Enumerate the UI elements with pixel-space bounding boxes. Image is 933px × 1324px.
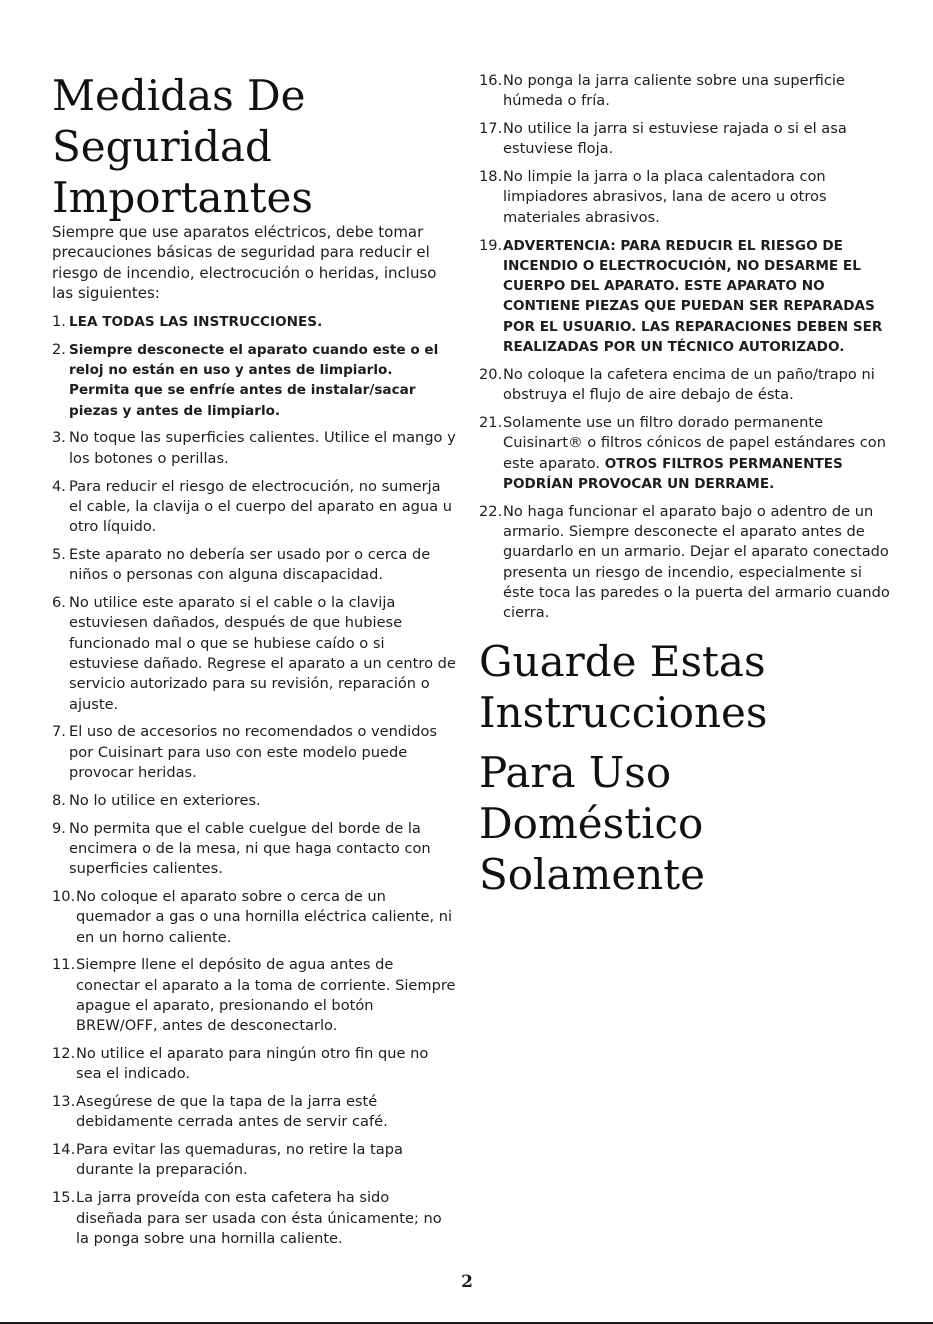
item-number: 4. [52, 477, 66, 495]
item-plain-text: No utilice la jarra si estuviese rajada o si el asa estuviese floja. [503, 120, 847, 158]
item-text [479, 365, 891, 406]
save-heading-line-2: Instrucciones [479, 688, 768, 737]
list-item [52, 955, 457, 1036]
item-plain-text: No lo utilice en exteriores. [69, 791, 261, 809]
household-heading-line-2: Doméstico [479, 799, 704, 848]
item-number: 20. [479, 365, 503, 383]
list-item [52, 1140, 457, 1181]
item-number: 6. [52, 594, 66, 612]
household-heading-line-1: Para Uso [479, 748, 672, 797]
list-item [52, 722, 457, 783]
item-plain-text: La jarra proveída con esta cafetera ha sido diseñada para ser usada con ésta únicamente; no la ponga sobre una hornilla caliente. [76, 1189, 442, 1247]
intro-paragraph: Siempre que use aparatos eléctricos, debe tomar precauciones básicas de seguridad para reducir el riesgo de incendio, electrocución o heridas, incluso las siguientes: [52, 223, 437, 302]
title-line-1: Medidas De [52, 71, 306, 120]
list-item [479, 502, 891, 624]
item-text [52, 1140, 457, 1181]
item-number: 22. [479, 502, 503, 520]
item-text [479, 413, 891, 494]
item-number: 19. [479, 236, 503, 254]
item-number: 17. [479, 120, 503, 138]
list-item [52, 887, 457, 948]
item-plain-text: No permita que el cable cuelgue del borde de la encimera o de la mesa, ni que haga contacto con superficies calientes. [69, 819, 431, 878]
list-item [52, 1188, 457, 1249]
item-plain-text: Siempre llene el depósito de agua antes de conectar el aparato a la toma de corriente. Siempre apague el aparato, presionando el botón BREW/OFF, antes de desconectarlo. [76, 956, 456, 1035]
item-plain-text: Solamente use un filtro dorado permanente Cuisinart® o filtros cónicos de papel estándares con este aparato. [503, 413, 886, 472]
item-plain-text: Este aparato no debería ser usado por o cerca de niños o personas con alguna discapacidad. [69, 545, 431, 584]
title-line-2: Seguridad [52, 122, 272, 171]
item-plain-text: No limpie la jarra o la placa calentadora con limpiadores abrasivos, lana de acero u otros materiales abrasivos. [503, 168, 827, 226]
item-text [479, 502, 891, 624]
list-item [52, 819, 457, 880]
item-number: 18. [479, 168, 503, 186]
item-text [52, 1092, 457, 1133]
list-item [52, 791, 457, 811]
item-plain-text: No coloque la cafetera encima de un paño/trapo ni obstruya el flujo de aire debajo de ésta. [503, 365, 875, 404]
item-text [479, 71, 891, 112]
item-text [52, 477, 457, 538]
item-number: 14. [52, 1141, 76, 1159]
item-bold-text: ADVERTENCIA: PARA REDUCIR EL RIESGO DE INCENDIO O ELECTROCUCIÓN, NO DESARME EL CUERPO DEL APARATO. ESTE APARATO NO CONTIENE PIEZAS QUE PUEDAN SER REPARADAS POR EL USUARIO. LAS REPARACIONES DEBEN SER REALIZADAS POR UN TÉCNICO AUTORIZADO. [503, 237, 883, 356]
item-text [52, 722, 457, 783]
title-line-3: Importantes [52, 173, 313, 222]
item-number: 15. [52, 1189, 76, 1207]
item-text [52, 1044, 457, 1085]
list-item [479, 167, 891, 228]
list-item [479, 413, 891, 494]
item-plain-text: No toque las superficies calientes. Utilice el mango y los botones o perillas. [69, 429, 456, 467]
item-plain-text: No coloque el aparato sobre o cerca de un quemador a gas o una hornilla eléctrica caliente, ni en un horno caliente. [76, 887, 453, 946]
item-bold-text: Siempre desconecte el aparato cuando este o el reloj no están en uso y antes de limpiarlo. Permita que se enfríe antes de instalar/sacar piezas y antes de limpiarlo. [69, 341, 439, 419]
item-plain-text: Para evitar las quemaduras, no retire la tapa durante la preparación. [76, 1141, 403, 1179]
item-text [52, 428, 457, 469]
list-item [52, 1092, 457, 1133]
item-number: 13. [52, 1093, 76, 1111]
household-heading-line-3: Solamente [479, 850, 705, 899]
item-text [52, 340, 457, 421]
list-item [52, 593, 457, 715]
list-item [479, 365, 891, 406]
item-plain-text: El uso de accesorios no recomendados o vendidos por Cuisinart para uso con este modelo puede provocar heridas. [69, 723, 438, 781]
item-plain-text: No utilice el aparato para ningún otro fin que no sea el indicado. [76, 1045, 429, 1083]
item-text [52, 791, 457, 811]
item-number: 2. [52, 340, 66, 358]
page-number: 2 [461, 1272, 473, 1292]
list-item [52, 477, 457, 538]
item-text [52, 593, 457, 715]
item-number: 7. [52, 723, 66, 741]
list-item [479, 236, 891, 358]
list-item [52, 545, 457, 586]
page-title [52, 70, 313, 223]
item-bold-text: OTROS FILTROS PERMANENTES PODRÍAN PROVOCAR UN DERRAME. [503, 455, 843, 492]
item-number: 21. [479, 413, 503, 431]
item-text [479, 167, 891, 228]
item-plain-text: No ponga la jarra caliente sobre una superficie húmeda o fría. [503, 72, 845, 110]
safety-list-right [479, 71, 891, 631]
item-number: 12. [52, 1045, 76, 1062]
item-plain-text: No utilice este aparato si el cable o la clavija estuviesen dañados, después de que hubiese funcionado mal o que se hubiese caído o si estuviese dañado. Regrese el aparato a un centro de servicio autorizado para su revisión, reparación o ajuste. [69, 594, 456, 713]
item-text [52, 955, 457, 1036]
item-text [479, 236, 891, 358]
safety-list-left [52, 312, 457, 1257]
item-number: 16. [479, 72, 503, 89]
list-item [52, 1044, 457, 1085]
item-text [52, 1188, 457, 1249]
list-item [52, 428, 457, 469]
list-item [479, 71, 891, 112]
item-number: 5. [52, 545, 66, 563]
household-use-heading [479, 747, 705, 900]
list-item [52, 312, 457, 332]
item-number: 1. [52, 313, 66, 330]
item-bold-text: LEA TODAS LAS INSTRUCCIONES. [69, 314, 323, 330]
item-number: 10. [52, 887, 76, 905]
item-number: 3. [52, 429, 66, 447]
save-heading-line-1: Guarde Estas [479, 637, 766, 686]
item-number: 11. [52, 956, 76, 974]
item-plain-text: Asegúrese de que la tapa de la jarra esté debidamente cerrada antes de servir café. [76, 1093, 388, 1131]
list-item [52, 340, 457, 421]
save-instructions-heading [479, 636, 767, 738]
item-plain-text: Para reducir el riesgo de electrocución, no sumerja el cable, la clavija o el cuerpo del aparato en agua u otro líquido. [69, 477, 452, 536]
item-plain-text: No haga funcionar el aparato bajo o adentro de un armario. Siempre desconecte el aparato antes de guardarlo en un armario. Dejar el aparato conectado presenta un riesgo de incendio, especialmente si éste toca las paredes o la puerta del armario cuando cierra. [503, 502, 890, 622]
item-text [52, 312, 457, 332]
item-number: 9. [52, 819, 66, 837]
item-text [52, 545, 457, 586]
item-text [52, 819, 457, 880]
item-text [52, 887, 457, 948]
item-number: 8. [52, 791, 66, 809]
item-text [479, 119, 891, 160]
list-item [479, 119, 891, 160]
